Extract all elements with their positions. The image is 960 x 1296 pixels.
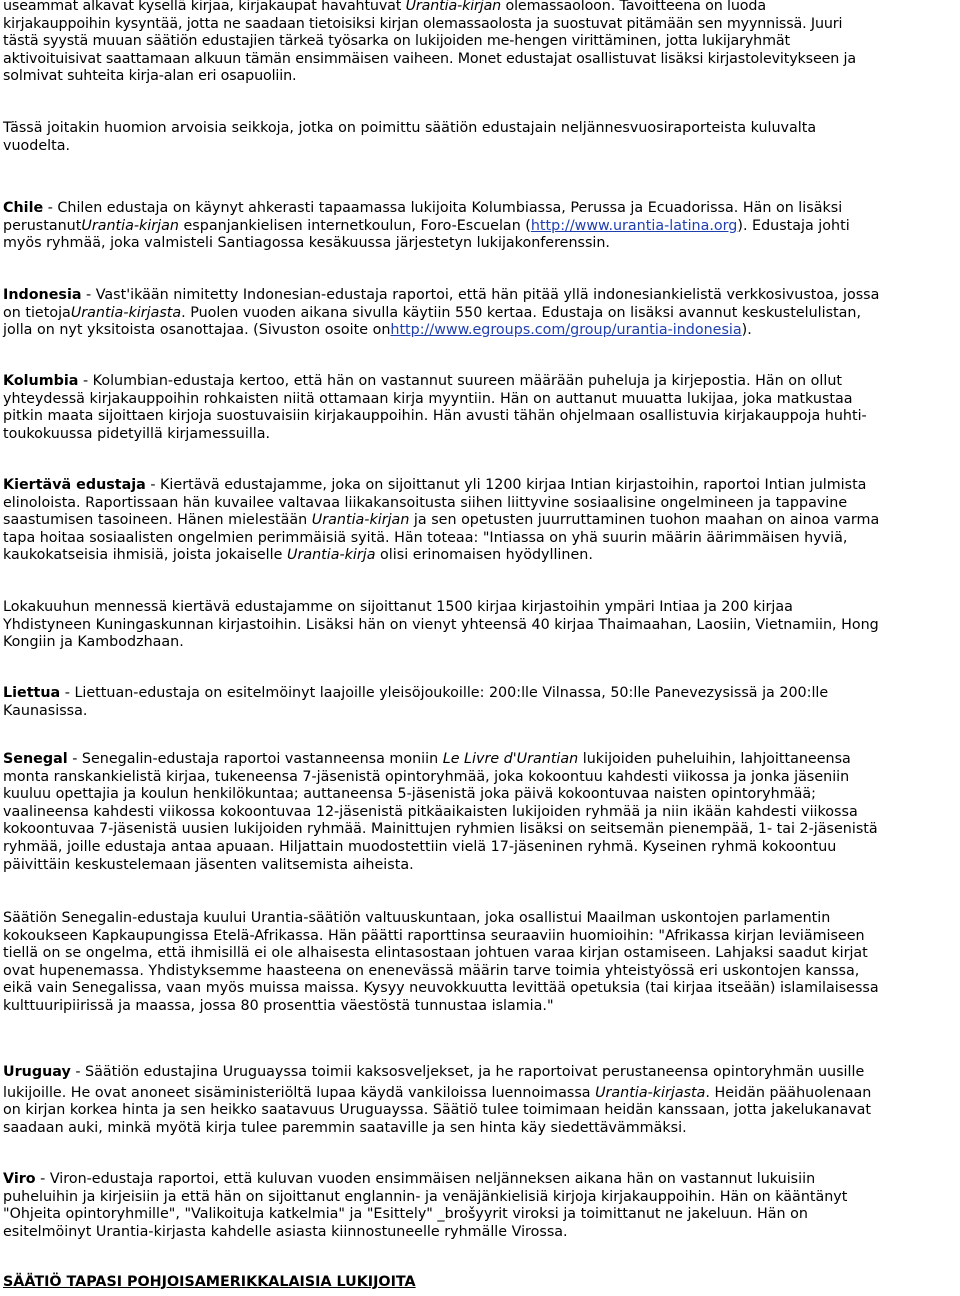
kiertava-label: Kiertävä edustaja (3, 477, 146, 493)
senegal-country-label: Senegal (3, 751, 68, 767)
viro-paragraph: Viro - Viron-edustaja raportoi, että kuluvan vuoden ensimmäisen neljänneksen aikana hän on vastannut lukuisiin puheluihin ja kirjeisiin ja että hän on sijoittanut englannin- ja venäjänkielisiä kirjoja kirjakauppoihin. Hän on kääntänyt "Ohjeita opintoryhmille", "Valikoituja katkelmia" ja "Esittely" _brošyyrit viroksi ja toimittanut ne jakeluun. Hän on esitelmöinyt Urantia-kirjasta kahdelle asiasta kiinnostuneelle ryhmälle Virossa. (3, 1171, 848, 1240)
uruguay-paragraph: Uruguay - Säätiön edustajina Uruguayssa toimii kaksosveljekset, ja he raportoivat perustaneensa opintoryhmän uusille lukijoille. He ovat anoneet sisäministeriöltä lupaa käydä vankiloissa luennoimassa Urantia-kirjasta. Heidän päähuolenaan on kirjan korkea hinta ja sen heikko saatavuus Uruguayssa. Säätiö tulee toimimaan heidän kanssaan, jotta jakelukanavat saadaan auki, minkä myötä kirja tulee paremmin saataville ja sen hinta käy siedettävämmäksi. (3, 1064, 872, 1136)
intro-line-4: aktivoituisivat saattamaan alkuun tämän ensimmäisen vaiheen. Monet edustajat osallistuvat lisäksi kirjastolevitykseen ja (3, 50, 856, 67)
intro-line-2: kirjakauppoihin kysyntää, jotta ne saadaan tietoisiksi kirjan olemassaolosta ja suostuvat pitämään sen myynnissä. Juuri (3, 15, 843, 32)
book-title: Urantia-kirjan (311, 512, 410, 529)
kolumbia-paragraph: Kolumbia - Kolumbian-edustaja kertoo, että hän on vastannut suureen määrään puheluja ja kirjepostia. Hän on ollut yhteydessä kirjakauppoihin rohkaisten niitä ottamaan kirja myyntiin. Hän on auttanut muuatta lukijaa, joka matkustaa pitkin maata sijoittaen kirjoja suostuvaisiin kirjakauppoihin. Hän avusti tähän ohjelmaan osallistuvia kirjakauppoja huhti- toukokuussa pidetyillä kirjamessuilla. (3, 373, 867, 442)
kolumbia-country-label: Kolumbia (3, 373, 79, 389)
book-title: Urantia-kirjasta (70, 304, 182, 321)
section-heading: SÄÄTIÖ TAPASI POHJOISAMERIKKALAISIA LUKIJOITA (3, 1274, 416, 1290)
preface-line-1: Tässä joitakin huomion arvoisia seikkoja, jotka on poimittu säätiön edustajain neljännesvuosiraporteista kuluvalta (3, 120, 817, 136)
book-title: Urantia-kirjasta (595, 1084, 706, 1101)
indonesia-country-label: Indonesia (3, 287, 82, 303)
lokakuu-paragraph: Lokakuuhun mennessä kiertävä edustajamme on sijoittanut 1500 kirjaa kirjastoihin ympäri Intiaa ja 200 kirjaa Yhdistyneen Kuningaskunnan kirjastoihin. Lisäksi hän on vienyt yhteensä 40 kirjaa Thaimaahan, Laosiin, Vietnamiin, Hong Kongiin ja Kambodzhaan. (3, 599, 879, 651)
preface-paragraph (3, 120, 953, 155)
urantia-indonesia-link[interactable]: http://www.egroups.com/group/urantia-indonesia (390, 322, 742, 339)
urantia-latina-link[interactable]: http://www.urantia-latina.org (530, 217, 738, 234)
uruguay-country-label: Uruguay (3, 1064, 71, 1080)
kiertava-paragraph: Kiertävä edustaja - Kiertävä edustajamme, joka on sijoittanut yli 1200 kirjaa Intian kirjastoihin, raportoi Intian julmista elinoloista. Raportissaan hän kuvailee valtavaa liikakansoitusta siihen liittyvine sosiaalisine ongelmineen ja tappavine saastumisen tasoineen. Hänen mielestään Urantia-kirjan ja sen opetusten juurruttaminen tuohon maahan on ainoa varma tapa hoitaa sosiaalisten ongelmien perimmäisiä syitä. Hän toteaa: "Intiassa on yhä suurin määrin äärimmäisen hyviä, kaukokatseisia ihmisiä, joista jokaiselle Urantia-kirja olisi erinomaisen hyödyllinen. (3, 477, 880, 564)
intro-line-5: solmivat suhteita kirja-alan eri osapuoliin. (3, 68, 297, 85)
liettua-paragraph: Liettua - Liettuan-edustaja on esitelmöinyt laajoille yleisöjoukoille: 200:lle Vilnassa, 50:lle Panevezysissä ja 200:lle Kaunasissa. (3, 685, 829, 719)
senegal-paragraph: Senegal - Senegalin-edustaja raportoi vastanneensa moniin Le Livre d'Urantian lukijoiden puheluihin, lahjoittaneensa monta ranskankielistä kirjaa, tukeneensa 7-jäsenistä opintoryhmää, joka kokoontuu kahdesti viikossa ja jonka jäseniin kuuluu opettajia ja koulun henkilökuntaa; auttaneensa 5-jäsenistä joka päivä kokoontuvaa naisten opintoryhmää; vaalineensa kahdesti viikossa kokoontuvaa 12-jäsenistä pitkäaikaisten lukijoiden ryhmää ja niin ikään kahdesti viikossa kokoontuvaa 7-jäsenistä uusien lukijoiden ryhmää. Mainittujen ryhmien lisäksi on seitsemän pienempää, 1- tai 2-jäsenistä ryhmää, joille edustaja antaa apuaan. Hiljattain muodostettiin vielä 17-jäseninen ryhmä. Kyseinen ryhmä kokoontuu päivittäin keskustelemaan jäsenten valitsemista aiheista. (3, 751, 878, 873)
book-title: Urantia-kirjan (81, 217, 179, 234)
saatio-senegal-paragraph: Säätiön Senegalin-edustaja kuului Urantia-säätiön valtuuskuntaan, joka osallistui Maailman uskontojen parlamentin kokoukseen Kapkaupungissa Etelä-Afrikassa. Hän päätti raporttinsa seuraaviin huomioihin: "Afrikassa kirjan leviämiseen tiellä on se ongelma, että ihmisillä ei ole alhaisesta elintasostaan johtuen varaa kirjan ostamiseen. Lahjaksi saadut kirjat ovat hupenemassa. Yhdistyksemme haasteena on enenevässä määrin tarve toimia yhteistyössä eri uskontojen kanssa, eikä vain Senegalissa, vaan myös muissa maissa. Kysyy neuvokkuutta levittää opetuksia (tai kirjaa itseään) islamilaisessa kulttuuripiirissä ja maassa, jossa 80 prosenttia väestöstä tunnustaa islamia." (3, 910, 879, 1014)
book-title: Urantia-kirja (286, 547, 376, 564)
chile-paragraph: Chile - Chilen edustaja on käynyt ahkerasti tapaamassa lukijoita Kolumbiassa, Perussa ja Ecuadorissa. Hän on lisäksi perustanutUrantia-kirjan espanjankielisen internetkoulun, Foro-Escuelan (http://www.urantia-latina.org). Edustaja johti myös ryhmää, joka valmisteli Santiagossa kesäkuussa järjestetyn lukijakonferenssin. (3, 200, 850, 252)
book-title: Urantia-kirjan (405, 0, 502, 14)
chile-country-label: Chile (3, 200, 44, 216)
intro-line-1: useammat alkavat kysellä kirjaa, kirjakaupat havahtuvat Urantia-kirjan olemassaoloon. Tavoitteena on luoda (3, 0, 766, 14)
book-title: Le Livre d'Urantian (442, 751, 579, 767)
intro-line-3: tästä syystä muuan säätiön edustajien tärkeä työsarka on lukijoiden me-hengen virittäminen, jotta lukijaryhmät (3, 33, 790, 50)
intro-paragraph (3, 0, 953, 86)
liettua-country-label: Liettua (3, 685, 61, 701)
indonesia-paragraph: Indonesia - Vast'ikään nimitetty Indonesian-edustaja raportoi, että hän pitää yllä indonesiankielistä verkkosivustoa, jossa on tietojaUrantia-kirjasta. Puolen vuoden aikana sivulla käytiin 550 kertaa. Edustaja on lisäksi avannut keskustelulistan, jolla on nyt yksitoista osanottajaa. (Sivuston osoite onhttp://www.egroups.com/group/urantia-indonesia). (3, 287, 880, 339)
viro-country-label: Viro (3, 1171, 36, 1187)
preface-line-2: vuodelta. (3, 137, 71, 154)
